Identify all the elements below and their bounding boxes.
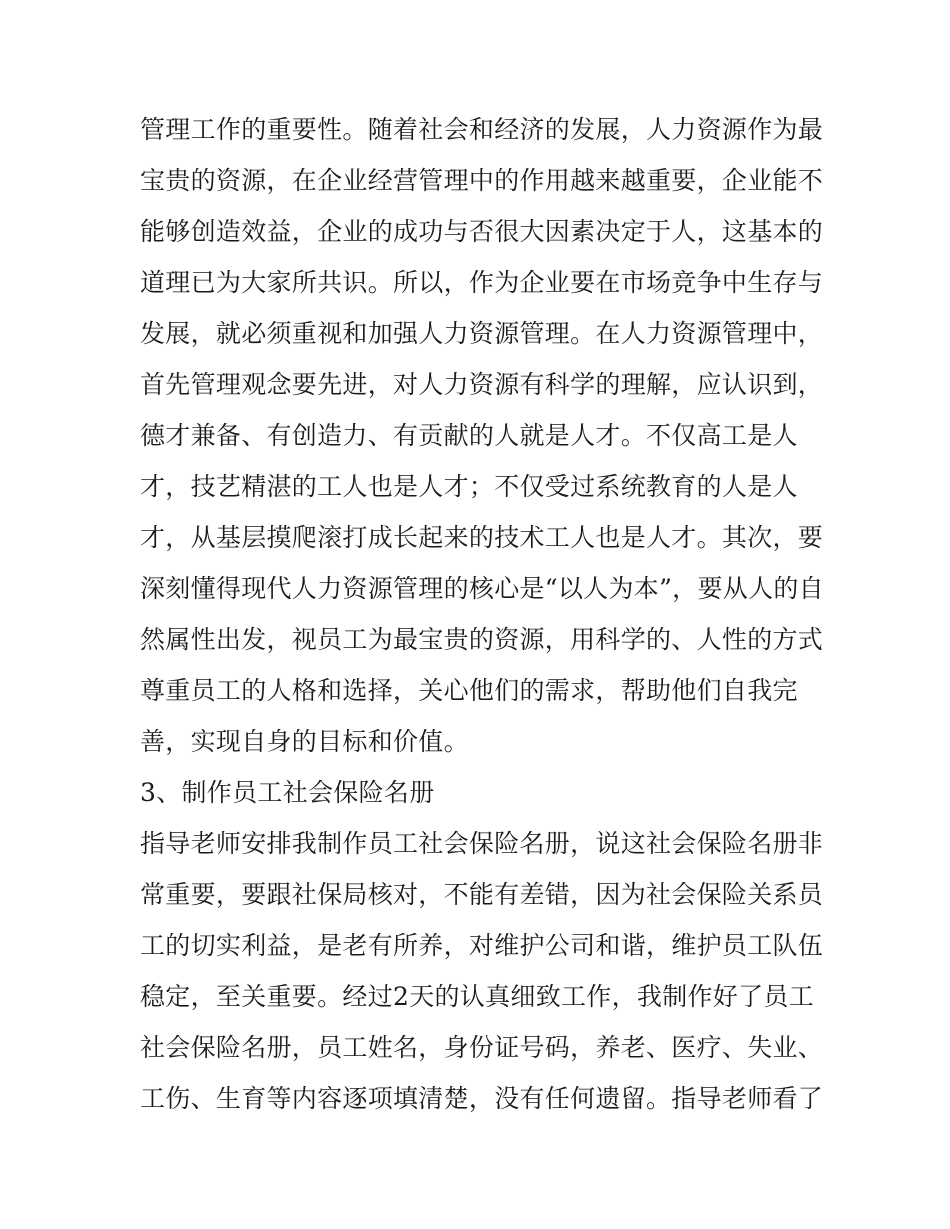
text-line-20: 工伤、生育等内容逐项填清楚，没有任何遗留。指导老师看了 — [140, 1084, 824, 1113]
text-line-19: 社会保险名册，员工姓名，身份证号码，养老、医疗、失业、 — [140, 1033, 824, 1062]
text-line-4: 道理已为大家所共识。所以，作为企业要在市场竞争中生存与 — [140, 268, 824, 297]
text-line-6: 首先管理观念要先进，对人力资源有科学的理解，应认识到， — [140, 370, 824, 399]
text-line-10: 深刻懂得现代人力资源管理的核心是“以人为本”，要从人的自 — [140, 574, 824, 603]
text-line-5: 发展，就必须重视和加强人力资源管理。在人力资源管理中， — [140, 319, 824, 348]
text-line-2: 宝贵的资源，在企业经营管理中的作用越来越重要，企业能不 — [140, 166, 824, 195]
text-line-13: 善，实现自身的目标和价值。 — [140, 727, 469, 756]
section-heading: 3、制作员工社会保险名册 — [140, 778, 435, 807]
text-line-17: 工的切实利益，是老有所养，对维护公司和谐，维护员工队伍 — [140, 931, 824, 960]
text-line-16: 常重要，要跟社保局核对，不能有差错，因为社会保险关系员 — [140, 880, 824, 909]
text-line-18: 稳定，至关重要。经过2天的认真细致工作，我制作好了员工 — [140, 982, 815, 1011]
text-line-11: 然属性出发，视员工为最宝贵的资源，用科学的、人性的方式 — [140, 625, 824, 654]
text-line-12: 尊重员工的人格和选择，关心他们的需求，帮助他们自我完 — [140, 676, 798, 705]
text-line-8: 才，技艺精湛的工人也是人才；不仅受过系统教育的人是人 — [140, 472, 798, 501]
text-line-15: 指导老师安排我制作员工社会保险名册，说这社会保险名册非 — [140, 829, 824, 858]
text-line-3: 能够创造效益，企业的成功与否很大因素决定于人，这基本的 — [140, 217, 824, 246]
text-line-1: 管理工作的重要性。随着社会和经济的发展，人力资源作为最 — [140, 115, 824, 144]
text-line-9: 才，从基层摸爬滚打成长起来的技术工人也是人才。其次，要 — [140, 523, 824, 552]
text-line-7: 德才兼备、有创造力、有贡献的人就是人才。不仅高工是人 — [140, 421, 798, 450]
